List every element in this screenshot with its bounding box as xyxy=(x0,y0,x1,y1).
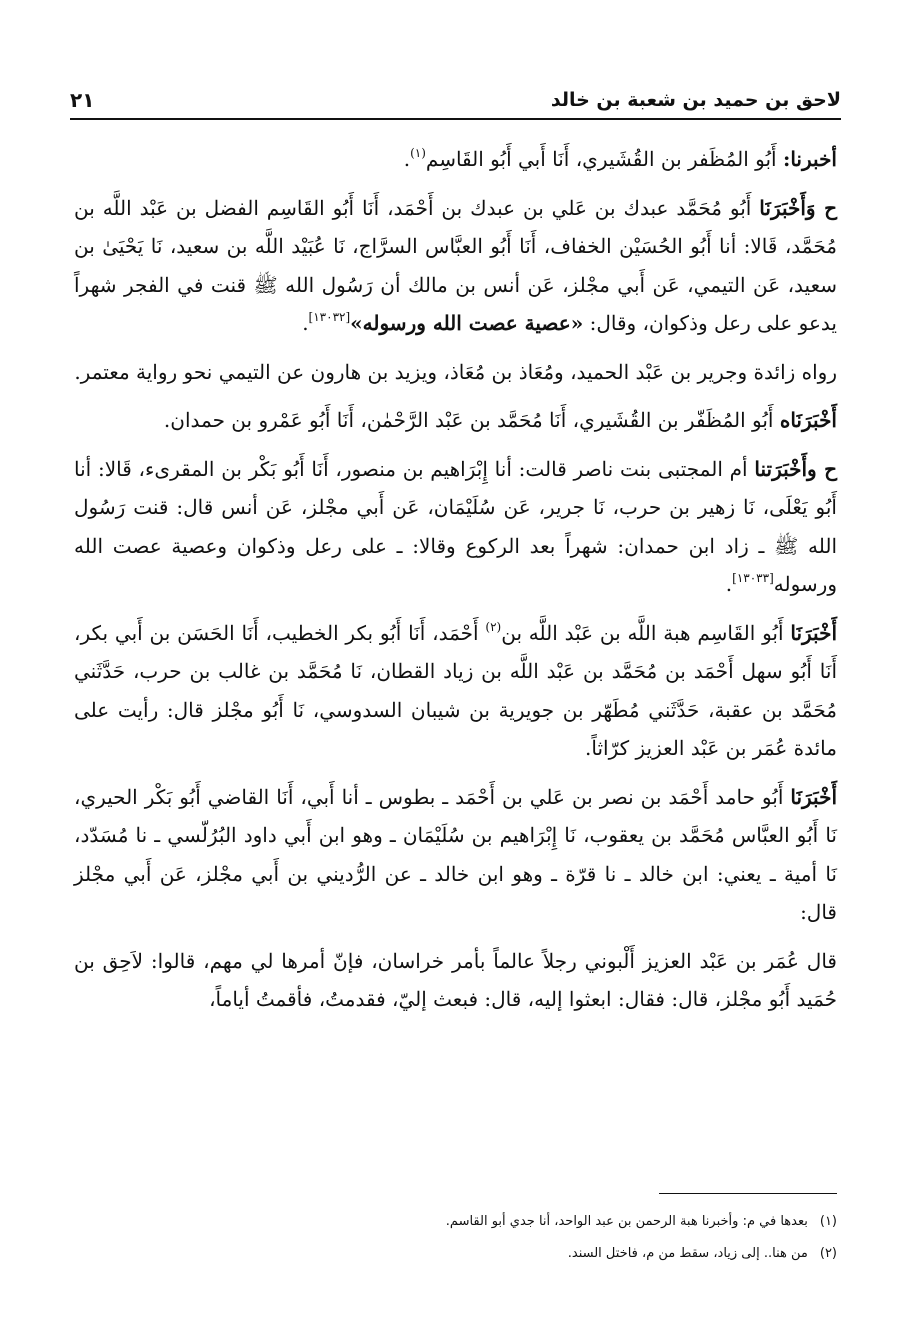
paragraph-text: أَبُو حامد أَحْمَد بن نصر بن عَلي بن أَحْمَد ـ بطوس ـ أنا أَبي، أَنَا القاضي أَبُو بَكْر الحيري، نَا أَبُو العبَّاس مُحَمَّد بن يعقوب، نَا إِبْرَاهيم بن سُلَيْمَان ـ وهو ابن أَبي داود البُرُلّسي ـ نا مُسَدّد، نَا أمية ـ يعني: ابن خالد ـ نا قرّة ـ وهو ابن خالد ـ عن الرُّديني بن أَبي مجْلز، عَن أَبي مجْلز قال: xyxy=(74,784,837,924)
isnad-keyword: ح وأَخْبَرَتنا xyxy=(754,456,838,481)
paragraph-text: قال عُمَر بن عَبْد العزيز أَلْبوني رجلاً عالماً بأمر خراسان، فإنّ أمرها لي مهم، قالوا: لاَحِق بن حُمَيد أَبُو مجْلز، قال: فقال: ابعثوا إليه، قال: فبعث إليّ، فقدمتُ، فأقمتُ أياماً، xyxy=(74,948,837,1011)
paragraph-tail: . xyxy=(403,147,411,171)
paragraph-8 xyxy=(74,942,837,1019)
paragraph-2 xyxy=(74,189,837,343)
footnote-2 xyxy=(74,1238,837,1270)
paragraph-text: أَبُو القَاسِم هبة اللَّه بن عَبْد اللَّه بن xyxy=(501,620,784,645)
paragraph-text: أَبُو المُظَفّر بن القُشَيري، أَنَا مُحَمَّد بن عَبْد الرَّحْمٰن، أَنَا أَبُو عَمْرو بن حمدان. xyxy=(163,408,774,432)
footnote-marker: (٢) xyxy=(485,619,502,634)
paragraph-6 xyxy=(74,614,837,768)
paragraph-text: أَبُو مُحَمَّد عبدك بن عَلي بن عبدك بن أَحْمَد، أَنَا أَبُو القَاسِم الفضل بن عَبْد اللَّه بن مُحَمَّد، قَالا: أنا أَبُو الحُسَيْن الخفاف، أَنَا أَبُو العبَّاس السرَّاج، نَا عُبَيْد اللَّه بن سعيد، نَا يَحْيَىٰ بن سعيد، عَن التيمي، عَن أَبي مجْلز، عَن أنس بن مالك أن رَسُول الله ﷺ قنت في الفجر شهراً يدعو على رعل وذكوان، وقال: xyxy=(74,195,837,335)
paragraph-text-continued: أَحْمَد، أَنَا أَبُو بكر الخطيب، أَنَا الحَسَن بن أَبي بكر، أَنَا أَبُو سهل أَحْمَد بن مُحَمَّد بن عَبْد اللَّه بن زياد القطان، نَا مُحَمَّد بن غالب بن حرب، حَدَّثَني مُحَمَّد بن عقبة، حَدَّثَني مُطَهّر بن جويرية بن شيبان السدوسي، نَا أَبُو مجْلز قال: رأيت على مائدة عُمَر بن عَبْد العزيز كرّاثاً. xyxy=(74,620,837,760)
footnote-text: من هنا.. إلى زياد، سقط من م، فاختل السند. xyxy=(567,1246,808,1261)
isnad-keyword: أَخْبَرَنَاه xyxy=(779,408,837,432)
page-header xyxy=(70,82,841,120)
running-title: لاحق بن حميد بن شعبة بن خالد xyxy=(550,89,841,111)
isnad-keyword: أخبرنا: xyxy=(782,147,837,171)
paragraph-text: أَبُو المُظَفر بن القُشَيري، أَنَا أَبي أَبُو القَاسِم xyxy=(425,147,777,171)
paragraph-tail: . xyxy=(302,311,309,335)
main-text xyxy=(74,140,837,1029)
paragraph-text: رواه زائدة وجرير بن عَبْد الحميد، ومُعَاذ بن مُعَاذ، ويزيد بن هارون عن التيمي نحو رواية معتمر. xyxy=(74,359,837,384)
hadith-number: [١٣٠٣٢] xyxy=(308,310,351,324)
isnad-keyword: أَخْبَرَنَا xyxy=(790,620,838,645)
footnote-marker: (١) xyxy=(410,146,426,160)
isnad-keyword: ح وَأَخْبَرَنَا xyxy=(759,195,838,220)
isnad-keyword: أَخْبَرَنَا xyxy=(790,784,837,809)
hadith-quote: «عصية عصت الله ورسوله» xyxy=(350,311,584,335)
paragraph-7 xyxy=(74,778,837,932)
paragraph-3 xyxy=(74,353,837,392)
footnote-number: (٢) xyxy=(819,1246,837,1261)
paragraph-1 xyxy=(74,140,837,179)
hadith-number: [١٣٠٣٣] xyxy=(732,571,774,585)
paragraph-tail: . xyxy=(725,572,733,596)
footnotes xyxy=(74,1206,837,1270)
footnote-divider xyxy=(659,1193,837,1194)
footnote-1 xyxy=(74,1206,837,1238)
paragraph-text: أم المجتبى بنت ناصر قالت: أنا إِبْرَاهيم بن منصور، أَنَا أَبُو بَكْر بن المقرىء، قَالا: أنا أَبُو يَعْلَى، نَا زهير بن حرب، نَا جرير، عَن سُلَيْمَان، عَن أَبي مجْلز، عَن أنس قال: قنت رَسُول الله ﷺ ـ زاد ابن حمدان: شهراً بعد الركوع وقالا: ـ على رعل وذكوان وعصية عصت الله ورسوله xyxy=(74,456,837,596)
paragraph-5 xyxy=(74,450,837,604)
paragraph-4 xyxy=(74,401,837,440)
page-number: ٢١ xyxy=(70,88,95,112)
footnote-text: بعدها في م: وأخبرنا هبة الرحمن بن عبد الواحد، أنا جدي أبو القاسم. xyxy=(445,1214,808,1229)
footnote-number: (١) xyxy=(819,1214,837,1229)
